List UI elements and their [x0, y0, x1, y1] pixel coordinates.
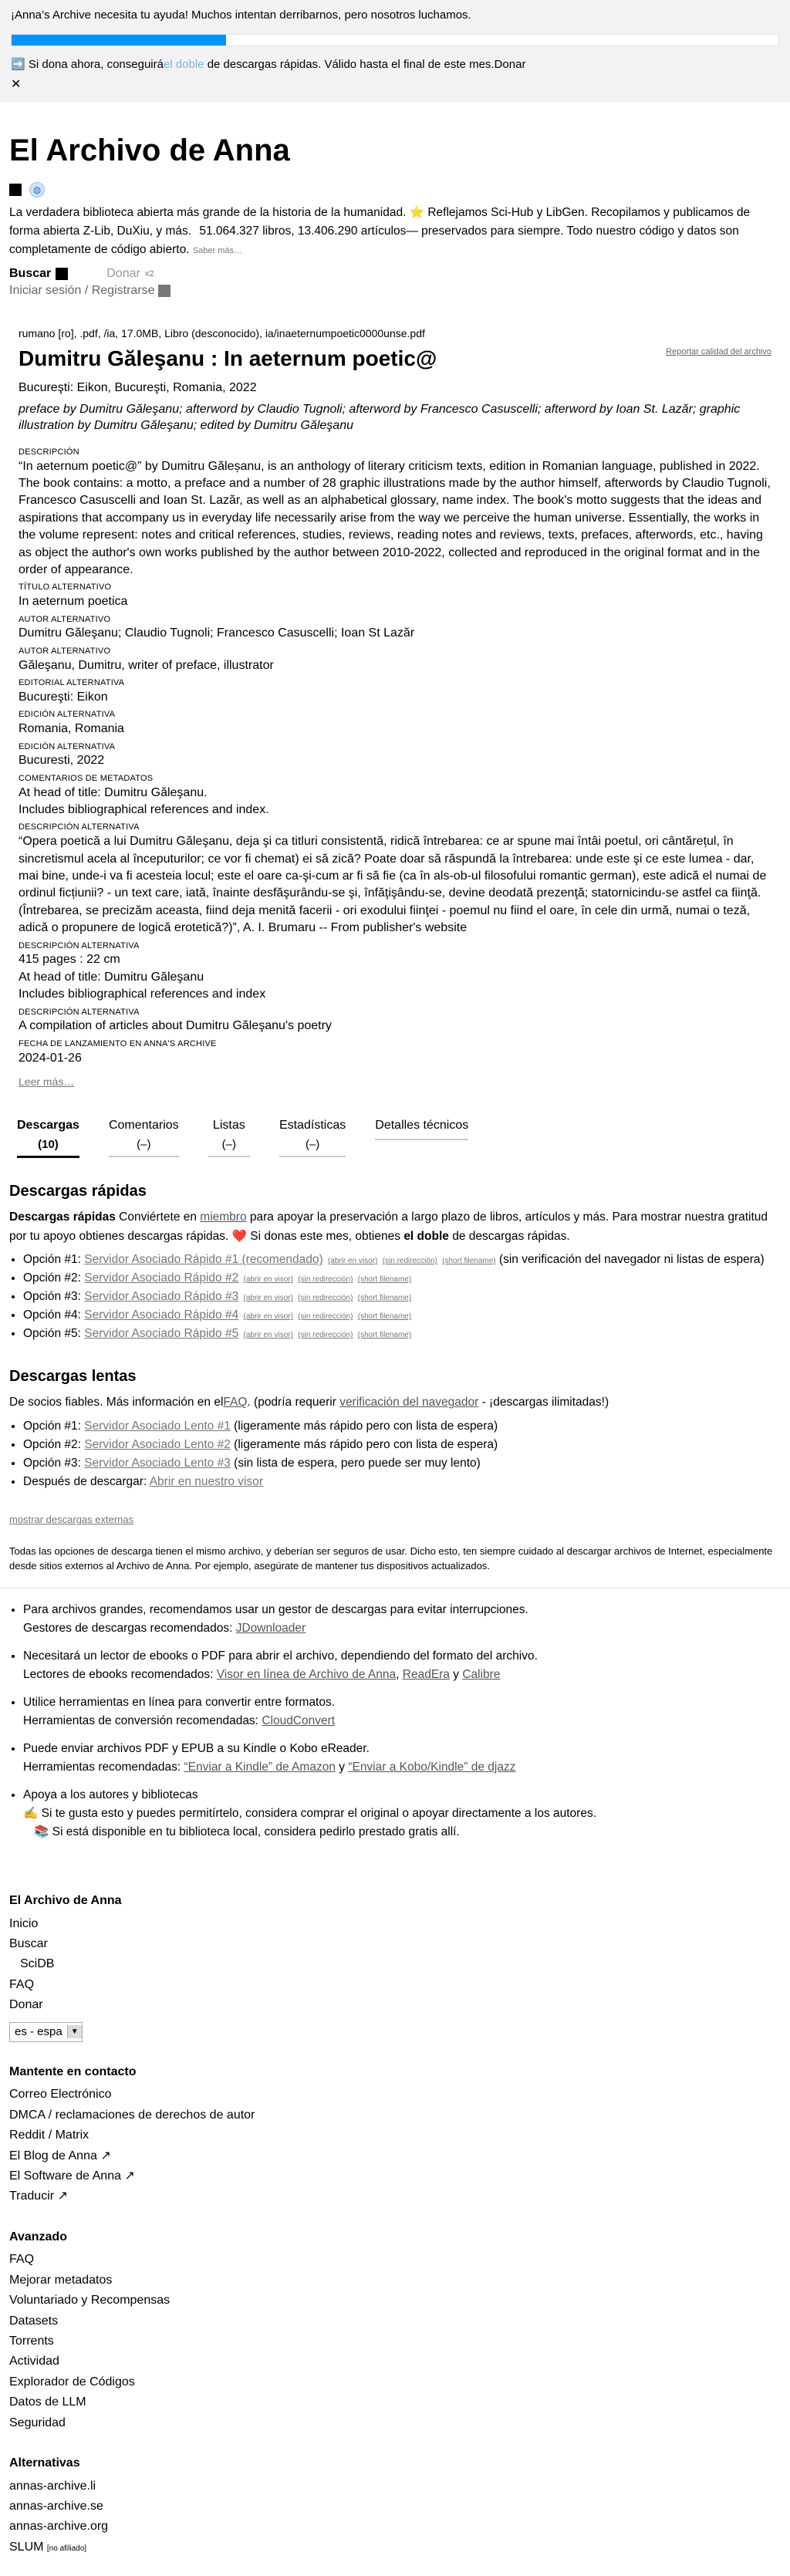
report-quality-link[interactable]: Reportar calidad del archivo — [666, 347, 771, 357]
donate-suffix: de descargas rápidas. Válido hasta el final de este mes. — [207, 58, 495, 72]
send-to-kobo-link[interactable]: “Enviar a Kobo/Kindle” de djazz — [348, 1761, 516, 1774]
tip5-buy: ✍️ Si te gusta esto y puedes permitírtelo, considera comprar el original o apoyar directamente a los autores. — [23, 1807, 597, 1821]
mini-noredirect-link[interactable]: (sin redirección) — [298, 1275, 353, 1285]
metadata-label: EDICIÓN ALTERNATIVA — [19, 710, 116, 720]
donate-highlight: el doble — [163, 58, 204, 72]
mini-noredirect-link[interactable]: (sin redirección) — [298, 1294, 353, 1303]
tab-estadísticas[interactable] — [273, 1117, 352, 1158]
search-link[interactable]: Buscar — [9, 267, 52, 281]
site-header — [0, 102, 790, 299]
metadata-label: COMENTARIOS DE METADATOS — [19, 773, 154, 783]
tip5-text: Apoya a los autores y bibliotecas — [23, 1788, 198, 1802]
tip-ebook-reader: • Necesitará un lector de ebooks o PDF para abrir el archivo, dependiendo del formato del archivo. Lectores de ebooks recomendados: Visor en línea de Archivo de Anna, ReadEra y Calibre — [23, 1647, 781, 1684]
mini-short-link[interactable]: (short filename) — [442, 1257, 496, 1266]
footer-link-scidb[interactable]: SciDB — [20, 1957, 55, 1971]
tip2-label: Lectores de ebooks recomendados: — [23, 1667, 214, 1681]
language-select[interactable] — [9, 2022, 83, 2042]
tip3-text: Utilice herramientas en línea para convertir entre formatos. — [23, 1695, 336, 1709]
tab-detalles-técnicos[interactable] — [369, 1117, 474, 1158]
footer-contact-links — [9, 2085, 781, 2206]
metadata-label: DESCRIPCIÓN ALTERNATIVA — [19, 1007, 140, 1017]
cloudconvert-link[interactable]: CloudConvert — [262, 1713, 336, 1727]
option-note: (sin verificación del navegador ni listas de espera) — [498, 1253, 765, 1267]
footer-contact-link-5[interactable]: Traducir ↗ — [9, 2189, 68, 2203]
mini-viewer-link[interactable]: (abrir en visor) — [327, 1257, 378, 1266]
learn-more-link[interactable]: Saber más… — [192, 246, 243, 256]
slow-download-options — [9, 1417, 781, 1491]
footer-alt-link-1[interactable]: annas-archive.se — [9, 2499, 103, 2513]
footer-alternative-links — [9, 2476, 781, 2537]
metadata-label: TÍTULO ALTERNATIVO — [19, 582, 112, 593]
metadata-value — [19, 785, 771, 819]
tab-label: Detalles técnicos — [375, 1117, 468, 1140]
library-stats: 51.064.327 libros, 13.406.290 artículos— preservados para siempre. Todo nuestro código y datos son completamente de código abierto. — [9, 225, 739, 257]
tip2-text: Necesitará un lector de ebooks o PDF para abrir el archivo, dependiendo del formato del archivo. — [23, 1649, 538, 1663]
metadata-line: A compilation of articles about Dumitru Găleşanu's poetry — [19, 1019, 332, 1033]
slow-intro-b: . (podría requerir — [247, 1396, 336, 1410]
mini-noredirect-link[interactable]: (sin redirección) — [298, 1312, 353, 1322]
metadata-label: DESCRIPCIÓN ALTERNATIVA — [19, 822, 140, 832]
record-tabs — [0, 1089, 790, 1158]
tip-conversion — [23, 1693, 781, 1730]
metadata-line: At head of title: Dumitru Găleşanu — [19, 970, 204, 984]
donate-prefix: ➡️ Si dona ahora, conseguirá — [11, 58, 164, 72]
metadata-value — [19, 951, 771, 1003]
metadata-label: EDICIÓN ALTERNATIVA — [19, 741, 116, 751]
chevron-down-icon: ▼ — [67, 2025, 82, 2039]
online-viewer-link[interactable]: Visor en línea de Archivo de Anna — [216, 1667, 397, 1681]
open-in-viewer-link[interactable]: Abrir en nuestro visor — [149, 1475, 264, 1489]
record-publisher: Bucureşti: Eikon, Bucureşti, Romania, 2022 — [19, 381, 257, 395]
footer-slum-link[interactable] — [9, 2537, 781, 2557]
footer-alt-link-2[interactable]: annas-archive.org — [9, 2520, 109, 2534]
tab-count: (–) — [109, 1137, 179, 1157]
metadata-line: “Opera poetică a lui Dumitru Găleşanu, deja şi ca titluri consistentă, ridică întrebarea: ce ar spune mai întâi poetul, ori cântărețul, în sincretismul acela al începuturilor; ce vor fi chemat) ei să zică? Poate doar să răspundă la întrebarea: unde este şi ce este lumea - dar, mai bine, unde-i va fi acesteia locul; este el oare ca-şi-cum ar fi să fie (ca în als-ob-ul filosofului romantic german), este adică el numai de ordinul ficțiunii? - un text care, iată, înainte desfăşurându-se şi, înfăţişându-se, devine deodată prezenţă; statornicindu-se astfel ca fiinţă. (Întrebarea, se precizăm aceasta, fiind deja menită facerii - ori exodului fiinţei - poemul nu fiind el oare, în cele din urmă, numai o teză, adică o propunere de logică erotetică?)”, A. I. Brumaru -- From publisher's website — [19, 835, 767, 935]
footer-advanced-links — [9, 2250, 781, 2433]
close-banner-button[interactable]: ✕ — [11, 77, 22, 91]
mini-viewer-link[interactable]: (abrir en visor) — [243, 1331, 293, 1340]
option-label: Opción #1: — [23, 1253, 81, 1267]
footer-main-link2-1[interactable]: Donar — [9, 1998, 43, 2012]
metadata-value — [19, 593, 771, 610]
metadata-label: DESCRIPCIÓN ALTERNATIVA — [19, 940, 140, 950]
option-note: (sin lista de espera, pero puede ser muy lento) — [234, 1457, 481, 1470]
tip4-text: Puede enviar archivos PDF y EPUB a su Kindle o Kobo eReader. — [23, 1741, 370, 1755]
footer-main-links — [9, 1914, 781, 2016]
metadata-line: 415 pages : 22 cm — [19, 953, 120, 967]
option-note: (ligeramente más rápido pero con lista de espera) — [234, 1420, 498, 1433]
language-select-value: es - espa — [15, 2024, 62, 2038]
option-label: Opción #4: — [23, 1308, 81, 1322]
mini-viewer-link[interactable]: (abrir en visor) — [243, 1275, 293, 1285]
search-icon[interactable] — [56, 268, 68, 280]
metadata-value — [19, 458, 771, 579]
metadata-value — [19, 625, 771, 642]
option-label: Opción #5: — [23, 1327, 81, 1341]
footer-advanced-link-4[interactable]: Torrents — [9, 2334, 54, 2348]
faq-link[interactable]: FAQ — [223, 1396, 248, 1410]
mini-short-link[interactable]: (short filename) — [357, 1294, 412, 1303]
metadata-label: AUTOR ALTERNATIVO — [19, 646, 111, 656]
metadata-line: Bucuresti, 2022 — [19, 754, 105, 768]
footer-advanced-link-8[interactable]: Seguridad — [9, 2416, 66, 2429]
option-label: Opción #2: — [23, 1271, 81, 1285]
footer-main-link-1[interactable]: Buscar — [9, 1937, 48, 1951]
globe-icon[interactable]: ◍ — [29, 182, 45, 198]
footer-alt-link-0[interactable]: annas-archive.li — [9, 2479, 96, 2493]
footer-contact-link-3[interactable]: El Blog de Anna ↗ — [9, 2149, 111, 2162]
option-label: Opción #2: — [23, 1438, 81, 1452]
metadata-line: Romania, Romania — [19, 722, 124, 736]
fast-option — [23, 1325, 781, 1343]
metadata-fields — [19, 447, 771, 1067]
footer-main-link-0[interactable]: Inicio — [9, 1916, 39, 1930]
fast-downloads-intro — [9, 1208, 781, 1247]
advanced-heading: Avanzado — [9, 2230, 67, 2243]
slow-intro-c: - ¡descargas ilimitadas!) — [481, 1396, 609, 1410]
option-label: Opción #3: — [23, 1457, 81, 1470]
header-donate-link[interactable]: Donar — [106, 267, 140, 281]
download-disclaimer: Todas las opciones de descarga tienen el mismo archivo, y deberían ser seguros de usar. Dicho esto, ten siempre cuidado al descargar archivos de Internet, especialmente desde sitios externos al Archivo de Anna. Por ejemplo, asegúrate de mantener tus dispositivos actualizados. — [0, 1544, 790, 1588]
fast-intro-bold2: el doble — [403, 1229, 449, 1243]
membership-link[interactable]: miembro — [200, 1210, 247, 1224]
record-detail — [0, 305, 790, 1089]
footer-advanced-link-2[interactable]: Voluntariado y Recompensas — [9, 2294, 170, 2308]
metadata-value — [19, 752, 771, 769]
jdownloader-link[interactable]: JDownloader — [235, 1621, 306, 1635]
metadata-line: 2024-01-26 — [19, 1051, 82, 1065]
record-contributors: preface by Dumitru Găleşanu; afterword by Claudio Tugnoli; afterword by Francesco Casuscelli; afterword by Ioan St. Lazăr; graphic illustration by Dumitru Găleşanu; edited by Dumitru Găleşanu — [19, 402, 741, 433]
site-footer — [0, 1851, 790, 2576]
download-tips — [0, 1601, 790, 1842]
calibre-link[interactable]: Calibre — [462, 1667, 501, 1681]
fast-server-link[interactable]: Servidor Asociado Rápido #3 — [84, 1290, 239, 1304]
tab-label: Comentarios — [108, 1118, 179, 1132]
browser-verification-link[interactable]: verificación del navegador — [339, 1396, 479, 1410]
tab-listas[interactable] — [202, 1117, 256, 1158]
show-external-downloads-link[interactable]: mostrar descargas externas — [9, 1514, 134, 1526]
tip-support-authors — [23, 1786, 781, 1842]
metadata-value — [19, 721, 771, 738]
banner-message: ¡Anna’s Archive necesita tu ayuda! Muchos intentan derribarnos, pero nosotros luchamos. — [11, 8, 471, 22]
fast-server-link[interactable]: Servidor Asociado Rápido #5 — [84, 1327, 239, 1341]
tab-descargas[interactable] — [11, 1117, 86, 1158]
tab-count: (–) — [279, 1137, 346, 1157]
metadata-line: Includes bibliographical references and index — [19, 988, 266, 1001]
tagline — [9, 204, 781, 259]
mini-noredirect-link[interactable]: (sin redirección) — [382, 1257, 437, 1266]
metadata-value — [19, 833, 771, 937]
tip3-label: Herramientas de conversión recomendadas: — [23, 1713, 258, 1727]
mini-short-link[interactable]: (short filename) — [357, 1312, 412, 1322]
fast-server-link[interactable]: Servidor Asociado Rápido #4 — [84, 1308, 239, 1322]
alternatives-heading: Alternativas — [9, 2456, 80, 2470]
metadata-line: Bucureşti: Eikon — [19, 690, 108, 704]
fast-option — [23, 1306, 781, 1325]
mini-short-link[interactable]: (short filename) — [357, 1275, 412, 1285]
metadata-line: Dumitru Găleşanu; Claudio Tugnoli; Francesco Casuscelli; Ioan St Lazăr — [19, 626, 415, 640]
tip4-label: Herramientas recomendadas: — [23, 1761, 181, 1774]
footer-advanced-link-0[interactable]: FAQ — [9, 2253, 35, 2267]
tab-count: (10) — [17, 1137, 79, 1158]
tip-download-manager — [23, 1601, 781, 1638]
metadata-label: FECHA DE LANZAMIENTO EN ANNA'S ARCHIVE — [19, 1038, 217, 1048]
tab-label: Listas — [212, 1118, 245, 1132]
footer-contact-link-2[interactable]: Reddit / Matrix — [9, 2129, 89, 2142]
footer-advanced-link-7[interactable]: Datos de LLM — [9, 2395, 86, 2409]
footer-advanced-link-6[interactable]: Explorador de Códigos — [9, 2375, 135, 2389]
option-label: Opción #1: — [23, 1420, 81, 1433]
tab-label: Estadísticas — [279, 1118, 346, 1132]
metadata-line: In aeternum poetica — [19, 595, 128, 609]
tip-send-to-device — [23, 1740, 781, 1777]
footer-brand: El Archivo de Anna — [9, 1894, 122, 1908]
tab-comentarios[interactable] — [103, 1117, 185, 1158]
metadata-label: EDITORIAL ALTERNATIVA — [19, 678, 125, 688]
fast-server-link[interactable]: Servidor Asociado Rápido #2 — [84, 1271, 239, 1285]
fast-intro-bold: Descargas rápidas — [9, 1210, 116, 1224]
metadata-label: AUTOR ALTERNATIVO — [19, 614, 111, 624]
menu-icon[interactable] — [9, 184, 22, 196]
slow-downloads-intro — [9, 1393, 781, 1413]
tab-count: (–) — [208, 1137, 250, 1157]
metadata-line: Găleşanu, Dumitru, writer of preface, illustrator — [19, 658, 274, 672]
slow-option — [23, 1454, 781, 1473]
mini-short-link[interactable]: (short filename) — [357, 1331, 412, 1340]
metadata-label: DESCRIPCIÓN — [19, 447, 79, 457]
mini-viewer-link[interactable]: (abrir en visor) — [243, 1294, 293, 1303]
tab-label: Descargas — [17, 1118, 79, 1132]
slum-note: [no afiliado] — [46, 2544, 87, 2553]
fast-download-options — [9, 1251, 781, 1343]
after-download-label: Después de descargar: — [23, 1475, 147, 1489]
banner-donate-link[interactable]: Donar — [494, 58, 526, 72]
footer-main-link2-0[interactable]: FAQ — [9, 1977, 35, 1991]
slow-server-link[interactable]: Servidor Asociado Lento #1 — [84, 1420, 231, 1433]
footer-advanced-link-1[interactable]: Mejorar metadatos — [9, 2273, 113, 2287]
footer-advanced-link-5[interactable]: Actividad — [9, 2355, 59, 2368]
footer-contact-link-0[interactable]: Correo Electrónico — [9, 2088, 112, 2102]
donate-line — [11, 57, 779, 73]
tip5-library: 📚 Si está disponible en tu biblioteca local, considera pedirlo prestado gratis allí. — [34, 1825, 460, 1839]
slow-option — [23, 1436, 781, 1454]
fast-server-link[interactable]: Servidor Asociado Rápido #1 (recomendado) — [84, 1253, 323, 1267]
slow-downloads-heading: Descargas lentas — [9, 1368, 137, 1386]
option-note: (ligeramente más rápido pero con lista de espera) — [234, 1438, 498, 1452]
fast-intro-c: de descargas rápidas. — [452, 1229, 570, 1243]
fast-downloads-section — [0, 1181, 790, 1492]
metadata-value — [19, 689, 771, 706]
fast-option — [23, 1288, 781, 1306]
read-more-link[interactable]: Leer más… — [19, 1075, 75, 1089]
slow-server-link[interactable]: Servidor Asociado Lento #3 — [84, 1457, 231, 1470]
metadata-value — [19, 1018, 771, 1035]
metadata-line: At head of title: Dumitru Găleşanu. — [19, 785, 208, 799]
donation-progress-fill — [12, 35, 226, 46]
metadata-line: “In aeternum poetic@” by Dumitru Găleșanu, is an anthology of literary criticism texts, edition in Romanian language, published in 2022. The book contains: a motto, a preface and a number of 28 graphic illustrations made by the author himself, afterwords by Claudio Tugnoli, Francesco Casuscelli and Ioan St. Lazăr, as well as an alphabetical glossary, name index. The book's motto suggests that the ideas and aspirations that accompany us in everyday life necessarily arise from the way we perceive the human universe. Essentially, the works in the volume represent: notes and critical references, studies, reviews, reading notes and reviews, texts, prefaces, afterwords, etc., having as object the author's own works published by the author between 2010-2022, collected and reproduced in the original format and in the order of appearance. — [19, 459, 771, 576]
file-meta: rumano [ro], .pdf, /ia, 17.0MB, Libro (desconocido), ia/inaeternumpoetic0000unse.pdf — [19, 327, 425, 340]
login-link[interactable]: Iniciar sesión / Registrarse — [9, 283, 155, 297]
donation-banner — [0, 0, 790, 102]
slow-option — [23, 1417, 781, 1436]
footer-contact-link-4[interactable]: El Software de Anna ↗ — [9, 2169, 135, 2183]
tip1-label: Gestores de descargas recomendados: — [23, 1621, 233, 1635]
user-icon[interactable] — [158, 285, 170, 297]
tip2-and: y — [453, 1667, 460, 1681]
contact-heading: Mantente en contacto — [9, 2065, 137, 2078]
send-to-kindle-link[interactable]: “Enviar a Kindle” de Amazon — [184, 1761, 336, 1774]
footer-contact-link-1[interactable]: DMCA / reclamaciones de derechos de autor — [9, 2108, 255, 2122]
fast-option — [23, 1269, 781, 1288]
mini-viewer-link[interactable]: (abrir en visor) — [243, 1312, 293, 1322]
metadata-value — [19, 1050, 771, 1067]
donation-progress-bar — [11, 34, 779, 46]
metadata-value — [19, 657, 771, 674]
option-label: Opción #3: — [23, 1290, 81, 1304]
fast-option — [23, 1251, 781, 1269]
tagline-text: La verdadera biblioteca abierta más grande de la historia de la humanidad. ⭐️ Reflejamos Sci-Hub y LibGen. Recopilamos y publicamos de forma abierta Z-Lib, DuXiu, y más. — [9, 206, 751, 238]
readera-link[interactable]: ReadEra — [402, 1667, 450, 1681]
slow-intro-a: De socios fiables. Más información en el — [9, 1396, 224, 1410]
metadata-line: Includes bibliographical references and index. — [19, 803, 269, 817]
fast-intro-a: Conviértete en — [119, 1210, 197, 1224]
fast-downloads-heading: Descargas rápidas — [9, 1182, 147, 1200]
tip4-and: y — [339, 1761, 345, 1774]
after-download — [23, 1473, 781, 1491]
mini-noredirect-link[interactable]: (sin redirección) — [298, 1331, 353, 1340]
slow-server-link[interactable]: Servidor Asociado Lento #2 — [84, 1438, 231, 1452]
footer-advanced-link-3[interactable]: Datasets — [9, 2314, 59, 2328]
slum-text[interactable]: SLUM — [9, 2540, 44, 2554]
site-title[interactable]: El Archivo de Anna — [9, 133, 290, 168]
donate-badge: x2 — [144, 268, 154, 279]
fast-intro-b: para apoyar la preservación a largo plazo de libros, artículos y más. Para mostrar nuestra gratitud por tu apoyo obtienes descargas rápidas. ❤️ Si donas este mes, obtienes — [9, 1210, 768, 1243]
record-title: Dumitru Găleşanu : In aeternum poetic@ — [19, 346, 437, 371]
tip1-text: Para archivos grandes, recomendamos usar un gestor de descargas para evitar interrupciones. — [23, 1602, 528, 1616]
